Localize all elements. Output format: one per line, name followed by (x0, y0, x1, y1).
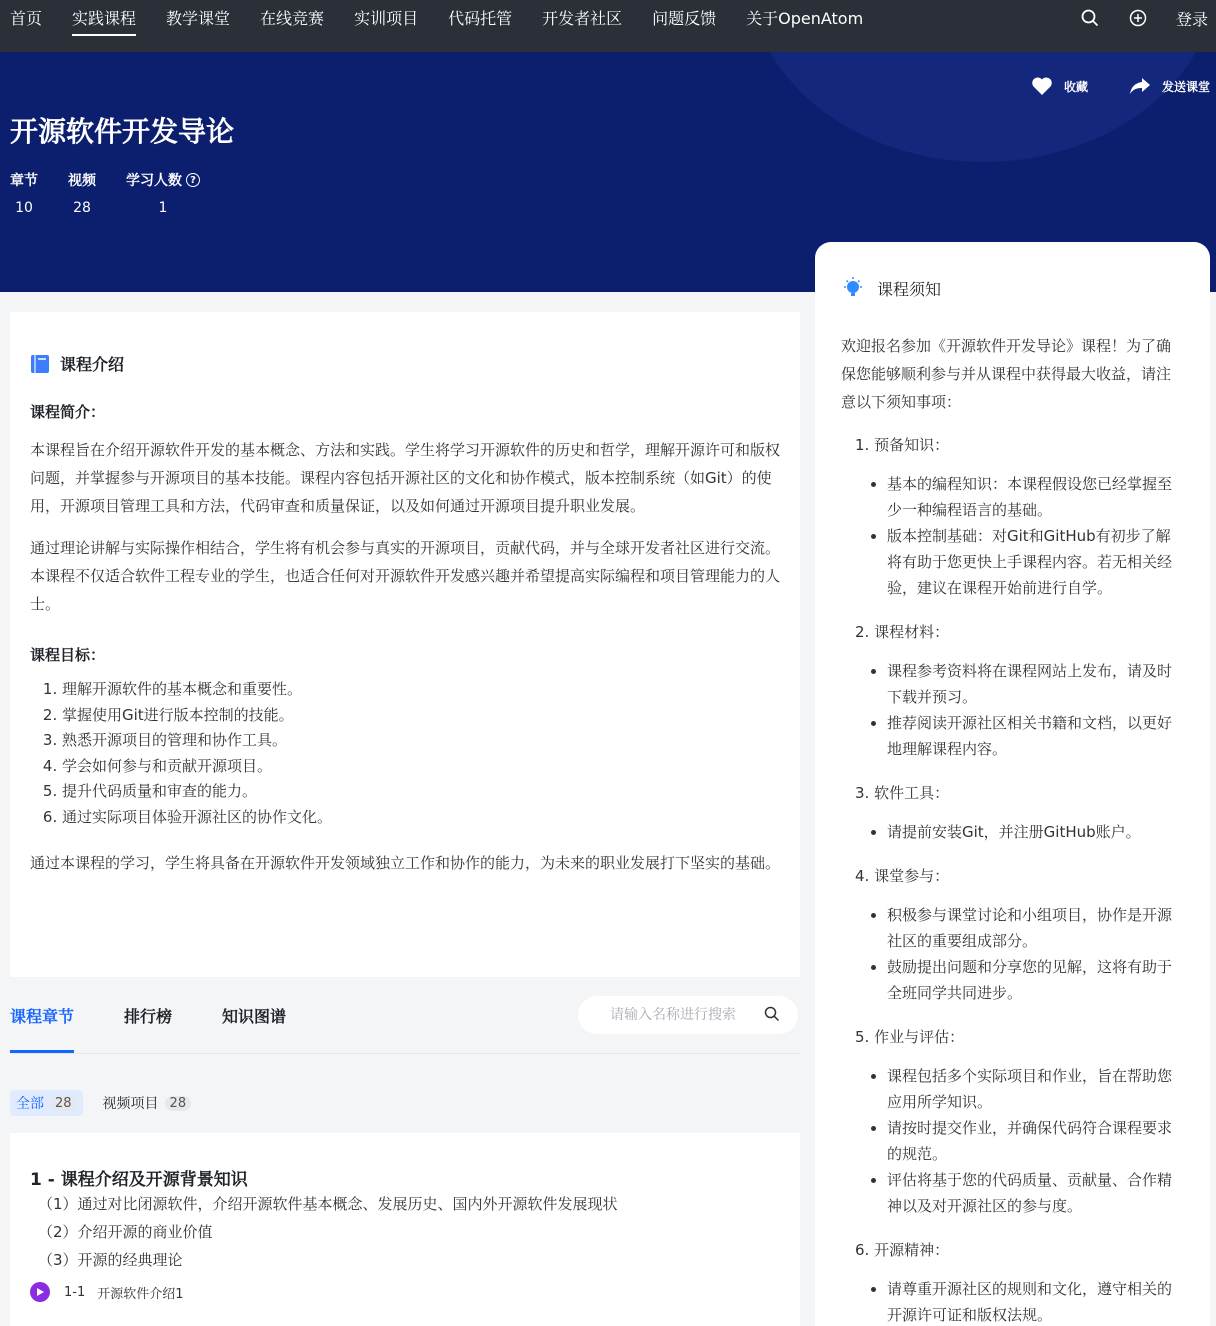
notice-header (841, 276, 1184, 300)
book-icon (30, 354, 50, 374)
nav-code-hosting[interactable]: 代码托管 (448, 9, 513, 28)
stat-learners (126, 170, 200, 216)
nav-practice-courses[interactable]: 实践课程 (72, 0, 136, 36)
notice-bullets (855, 1276, 1184, 1326)
share-arrow-icon (1128, 74, 1152, 98)
notice-section-title: 1. 预备知识： (855, 436, 950, 454)
notice-section-title: 3. 软件工具： (855, 784, 950, 802)
play-icon (30, 1282, 50, 1302)
add-circle-icon[interactable] (1128, 8, 1148, 28)
login-link[interactable]: 登录 (1175, 9, 1208, 29)
intro-paragraph-1: 本课程旨在介绍开源软件开发的基本概念、方法和实践。学生将学习开源软件的历史和哲学，理解开源许可和版权问题，并掌握参与开源项目的基本技能。课程内容包括开源社区的文化和协作模式，版本控制系统（如Git）的使用，开源项目管理工具和方法，代码审查和质量保证，以及如何通过开源项目提升职业发展。 (30, 441, 781, 515)
course-tabs (10, 996, 800, 1054)
notice-bullets (855, 819, 1184, 845)
nav-about[interactable]: 关于OpenAtom (746, 9, 864, 28)
tab-leaderboard[interactable]: 排行榜 (124, 1007, 173, 1026)
chapter-search (578, 996, 798, 1034)
notice-heading: 课程须知 (877, 279, 942, 299)
search-input[interactable] (578, 1007, 758, 1023)
filter-count: 28 (165, 1096, 192, 1111)
stat-value: 28 (73, 200, 91, 216)
intro-closing: 通过本课程的学习，学生将具备在开源软件开发领域独立工作和协作的能力，为未来的职业发展打下坚实的基础。 (30, 853, 781, 872)
chapter-title: 1 - 课程介绍及开源背景知识 (30, 1170, 248, 1190)
course-stats (10, 170, 230, 216)
notice-section-title: 4. 课堂参与： (855, 867, 950, 885)
chapter-filters (10, 1090, 211, 1116)
nav-menu (0, 0, 893, 52)
course-notice-panel (815, 242, 1210, 1326)
filter-count: 28 (50, 1096, 77, 1111)
video-index: 1-1 (64, 1284, 86, 1300)
filter-label: 视频项目 (102, 1096, 159, 1112)
course-title: 开源软件开发导论 (10, 115, 235, 148)
goal-item: 4. 学会如何参与和贡献开源项目。 (62, 754, 780, 780)
notice-bullet: • 鼓励提出问题和分享您的见解，这将有助于全班同学共同进步。 (887, 954, 1184, 1006)
notice-bullets (855, 658, 1184, 762)
nav-teaching-classroom[interactable]: 教学课堂 (166, 9, 231, 28)
notice-section-title: 6. 开源精神： (855, 1241, 950, 1259)
favorite-button[interactable] (1030, 74, 1088, 98)
notice-bullet: • 积极参与课堂讨论和小组项目，协作是开源社区的重要组成部分。 (887, 902, 1184, 954)
stat-value: 1 (158, 200, 168, 216)
notice-section-title: 5. 作业与评估： (855, 1028, 965, 1046)
share-class-button[interactable] (1128, 74, 1210, 98)
help-icon[interactable]: ? (186, 173, 200, 187)
stat-chapters (10, 170, 38, 216)
course-intro-card (10, 312, 800, 977)
notice-bullets (855, 471, 1184, 601)
share-label: 发送课堂 (1161, 79, 1210, 94)
video-item[interactable] (30, 1282, 780, 1302)
goals-title: 课程目标： (30, 646, 106, 664)
chapter-description-line: （1）通过对比闭源软件，介绍开源软件基本概念、发展历史、国内外开源软件发展现状 (38, 1195, 618, 1213)
stat-label: 视频 (68, 173, 96, 189)
filter-video-projects[interactable] (97, 1090, 198, 1116)
stat-label: 章节 (10, 173, 38, 189)
top-navbar (0, 0, 1216, 52)
goal-item: 2. 掌握使用Git进行版本控制的技能。 (62, 703, 780, 729)
filter-label: 全部 (16, 1096, 44, 1112)
intro-heading: 课程介绍 (60, 355, 125, 374)
notice-intro: 欢迎报名参加《开源软件开发导论》课程！为了确保您能够顺利参与并从课程中获得最大收益，请注意以下须知事项： (841, 337, 1172, 411)
chapter-description-line: （3）开源的经典理论 (38, 1251, 183, 1269)
goal-item: 5. 提升代码质量和审查的能力。 (62, 779, 780, 805)
active-tab-indicator (10, 1050, 74, 1053)
intro-paragraph-2: 通过理论讲解与实际操作相结合，学生将有机会参与真实的开源项目，贡献代码，并与全球开发者社区进行交流。本课程不仅适合软件工程专业的学生，也适合任何对开源软件开发感兴趣并希望提高实际编程和项目管理能力的人士。 (30, 539, 781, 613)
goal-item: 3. 熟悉开源项目的管理和协作工具。 (62, 728, 780, 754)
notice-bullet: • 课程包括多个实际项目和作业，旨在帮助您应用所学知识。 (887, 1063, 1184, 1115)
nav-home[interactable]: 首页 (10, 9, 43, 28)
nav-training-projects[interactable]: 实训项目 (354, 9, 419, 28)
stat-label (126, 170, 200, 190)
nav-right (1080, 0, 1216, 36)
intro-header (30, 352, 780, 375)
nav-online-competition[interactable]: 在线竞赛 (260, 9, 325, 28)
chapter-description-line: （2）介绍开源的商业价值 (38, 1223, 213, 1241)
video-title: 开源软件介绍1 (97, 1286, 184, 1302)
notice-bullets (855, 902, 1184, 1006)
notice-bullet: • 请按时提交作业，并确保代码符合课程要求的规范。 (887, 1115, 1184, 1167)
goals-list (30, 677, 780, 831)
nav-developer-community[interactable]: 开发者社区 (542, 9, 623, 28)
stat-value: 10 (15, 200, 33, 216)
notice-bullet: • 基本的编程知识：本课程假设您已经掌握至少一种编程语言的基础。 (887, 471, 1184, 523)
chapter-card (10, 1133, 800, 1326)
notice-bullet: • 评估将基于您的代码质量、贡献量、合作精神以及对开源社区的参与度。 (887, 1167, 1184, 1219)
notice-bullet: • 请尊重开源社区的规则和文化，遵守相关的开源许可证和版权法规。 (887, 1276, 1184, 1326)
stat-videos (68, 170, 96, 216)
goal-item: 1. 理解开源软件的基本概念和重要性。 (62, 677, 780, 703)
notice-bullet: • 课程参考资料将在课程网站上发布，请及时下载并预习。 (887, 658, 1184, 710)
search-icon[interactable] (764, 1006, 780, 1026)
banner-actions (990, 74, 1210, 98)
tab-chapters[interactable]: 课程章节 (10, 1007, 75, 1026)
stat-label-text: 学习人数 (126, 173, 182, 189)
banner-decoration (748, 52, 1216, 162)
notice-bullet: • 推荐阅读开源社区相关书籍和文档，以更好地理解课程内容。 (887, 710, 1184, 762)
favorite-label: 收藏 (1063, 79, 1088, 94)
notice-bullet: • 请提前安装Git，并注册GitHub账户。 (887, 819, 1184, 845)
filter-all[interactable] (10, 1090, 83, 1116)
search-icon[interactable] (1080, 8, 1100, 28)
lightbulb-icon (841, 276, 865, 300)
nav-feedback[interactable]: 问题反馈 (652, 9, 717, 28)
notice-section-title: 2. 课程材料： (855, 623, 950, 641)
summary-title: 课程简介： (30, 403, 106, 421)
heart-icon (1030, 74, 1054, 98)
tab-knowledge-graph[interactable]: 知识图谱 (222, 1007, 287, 1026)
notice-bullets (855, 1063, 1184, 1219)
goal-item: 6. 通过实际项目体验开源社区的协作文化。 (62, 805, 780, 831)
notice-sections (841, 434, 1184, 1326)
notice-bullet: • 版本控制基础：对Git和GitHub有初步了解将有助于您更快上手课程内容。若无相关经验，建议在课程开始前进行自学。 (887, 523, 1184, 601)
